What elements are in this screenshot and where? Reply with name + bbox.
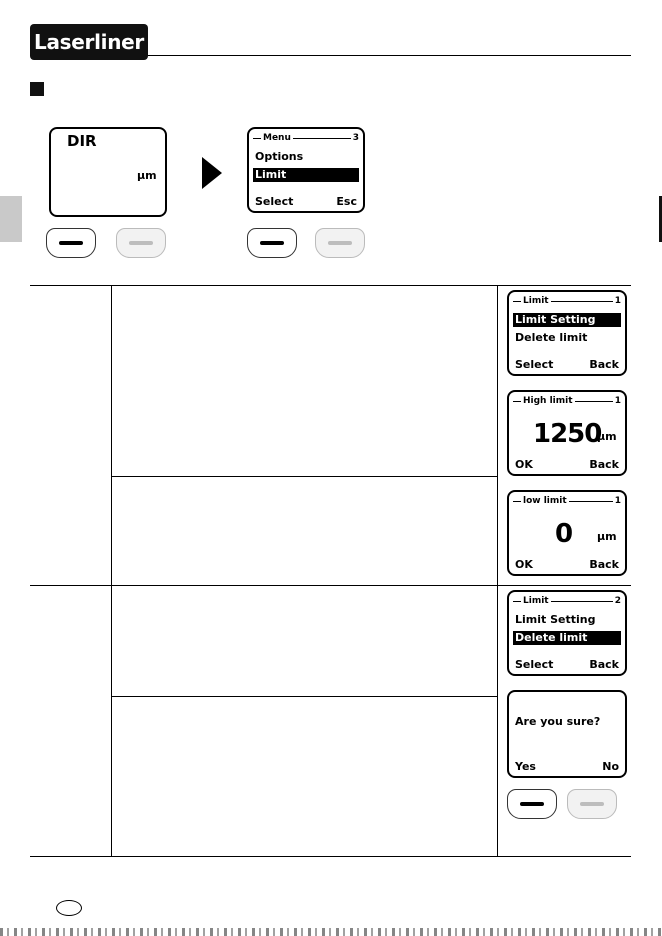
limit1-title: Limit xyxy=(523,296,549,306)
laserliner-logo: Laserliner xyxy=(30,24,148,60)
section-marker xyxy=(30,82,44,96)
limit1-index: 1 xyxy=(614,296,621,306)
row1-inner-rule xyxy=(111,476,497,477)
menu-item-limit[interactable]: Limit xyxy=(253,168,359,182)
limit1-item-setting[interactable]: Limit Setting xyxy=(513,313,621,327)
confirm-no-label: No xyxy=(602,760,619,773)
low-limit-screen xyxy=(507,490,627,576)
dir-screen xyxy=(49,127,167,217)
limit1-left-key-label: Select xyxy=(515,358,554,371)
scan-noise-strip xyxy=(0,928,662,936)
dir-right-softkey[interactable] xyxy=(116,228,166,258)
table-col-rule-2 xyxy=(497,285,498,856)
header-rule xyxy=(148,55,631,56)
table-bottom-rule xyxy=(30,856,631,857)
low-limit-left-key-label: OK xyxy=(515,558,533,571)
table-top-rule xyxy=(30,285,631,286)
limit-screen-1 xyxy=(507,290,627,376)
limit-screen-2 xyxy=(507,590,627,676)
menu-index: 3 xyxy=(352,133,359,143)
high-limit-right-key-label: Back xyxy=(589,458,619,471)
table-mid-rule xyxy=(30,585,631,586)
high-limit-unit: µm xyxy=(597,430,617,443)
low-limit-title: low limit xyxy=(523,496,567,506)
confirm-left-softkey[interactable] xyxy=(507,789,557,819)
limit2-index: 2 xyxy=(614,596,621,606)
low-limit-unit: µm xyxy=(597,530,617,543)
confirm-yes-label: Yes xyxy=(515,760,536,773)
dir-unit: µm xyxy=(137,169,157,182)
low-limit-index: 1 xyxy=(614,496,621,506)
table-col-rule-1 xyxy=(111,285,112,856)
limit2-title: Limit xyxy=(523,596,549,606)
low-limit-right-key-label: Back xyxy=(589,558,619,571)
low-limit-value: 0 xyxy=(555,519,574,549)
language-badge-icon xyxy=(56,900,82,916)
menu-title: Menu xyxy=(263,133,291,143)
confirm-question: Are you sure? xyxy=(515,715,601,728)
high-limit-value: 1250 xyxy=(533,419,602,449)
limit2-item-setting[interactable]: Limit Setting xyxy=(515,613,596,626)
menu-right-softkey[interactable] xyxy=(315,228,365,258)
high-limit-index: 1 xyxy=(614,396,621,406)
limit2-item-delete[interactable]: Delete limit xyxy=(513,631,621,645)
side-tab xyxy=(0,196,22,242)
row2-inner-rule xyxy=(111,696,497,697)
limit1-item-delete[interactable]: Delete limit xyxy=(515,331,588,344)
high-limit-title: High limit xyxy=(523,396,573,406)
menu-item-options[interactable]: Options xyxy=(255,150,304,163)
dir-title: DIR xyxy=(67,132,97,150)
confirm-right-softkey[interactable] xyxy=(567,789,617,819)
high-limit-left-key-label: OK xyxy=(515,458,533,471)
menu-left-softkey[interactable] xyxy=(247,228,297,258)
menu-screen xyxy=(247,127,365,213)
limit1-right-key-label: Back xyxy=(589,358,619,371)
limit2-left-key-label: Select xyxy=(515,658,554,671)
high-limit-screen xyxy=(507,390,627,476)
menu-left-key-label: Select xyxy=(255,195,294,208)
confirm-screen xyxy=(507,690,627,778)
menu-right-key-label: Esc xyxy=(336,195,357,208)
limit2-right-key-label: Back xyxy=(589,658,619,671)
next-arrow-icon xyxy=(202,157,222,189)
dir-left-softkey[interactable] xyxy=(46,228,96,258)
